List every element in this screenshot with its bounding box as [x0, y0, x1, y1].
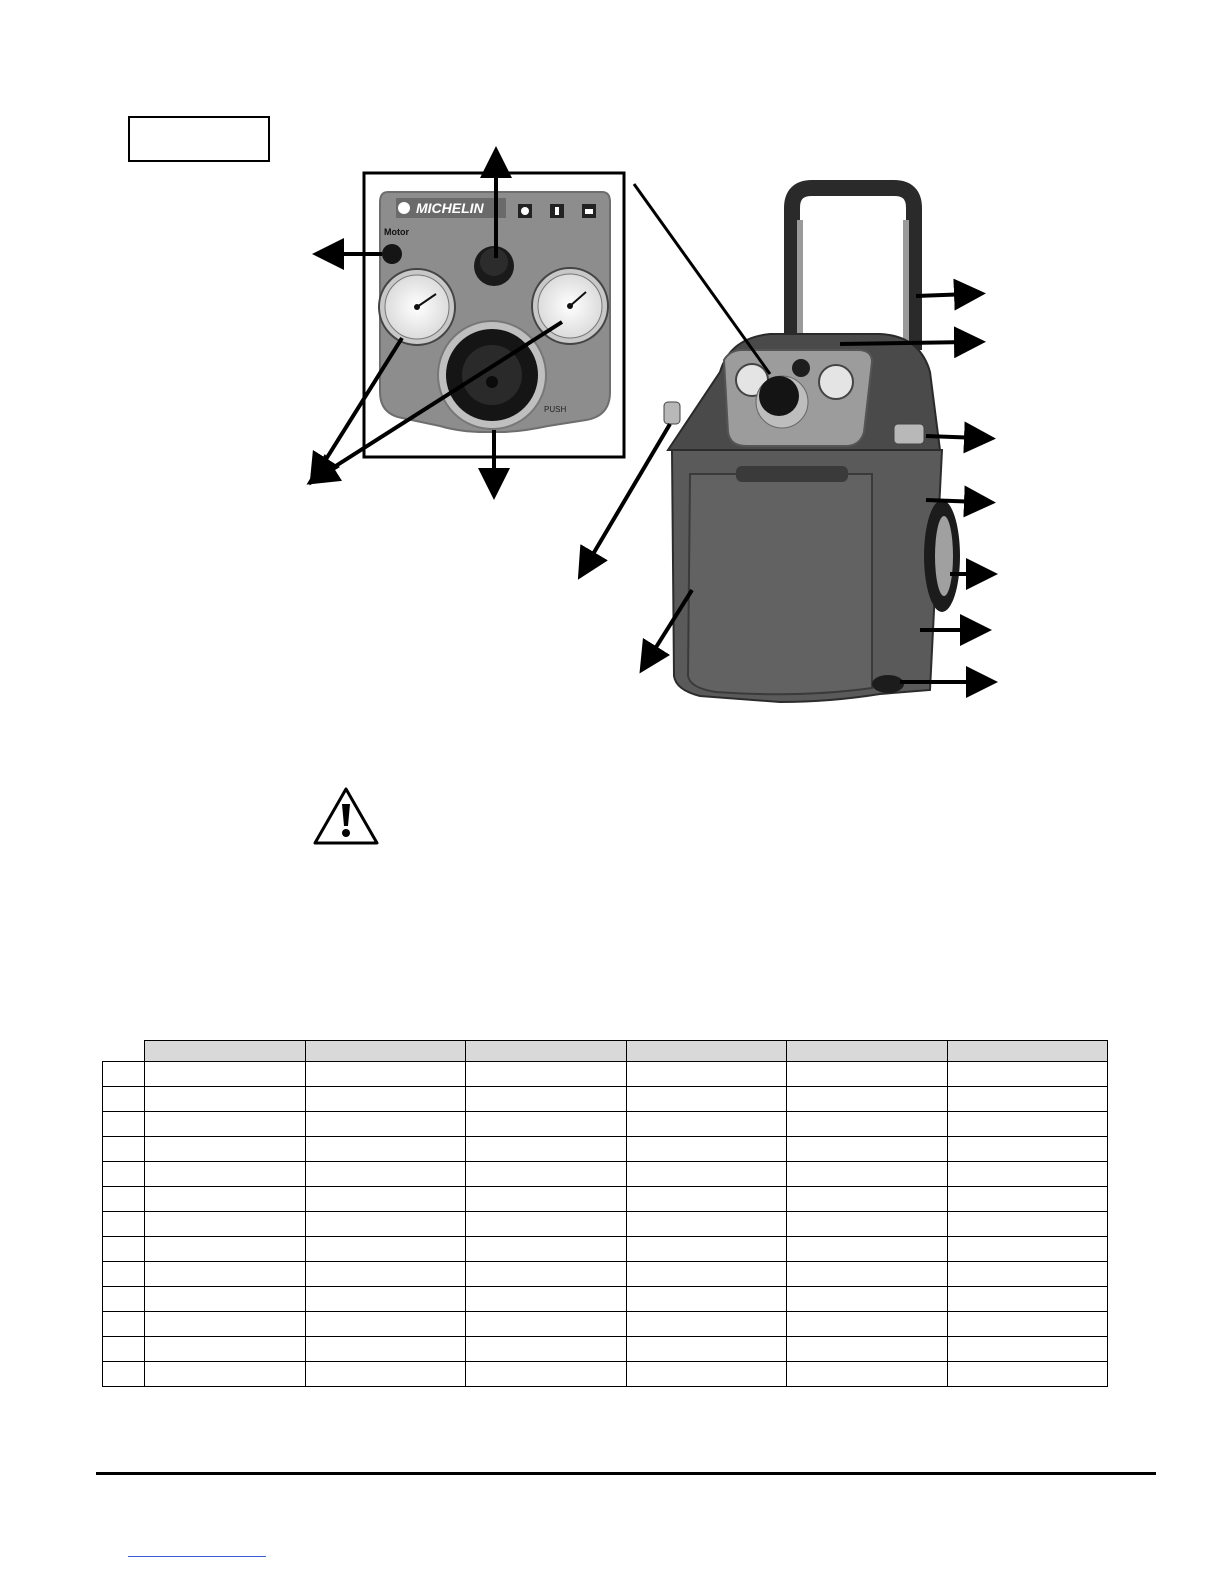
table-cell — [466, 1362, 627, 1387]
table-header-cell — [466, 1041, 627, 1062]
table-cell — [947, 1087, 1108, 1112]
table-cell — [947, 1237, 1108, 1262]
table-cell — [947, 1287, 1108, 1312]
table-cell — [145, 1062, 306, 1087]
table-cell — [466, 1262, 627, 1287]
motor-label: Motor — [384, 227, 409, 237]
table-cell — [626, 1287, 787, 1312]
table-index-cell — [103, 1187, 145, 1212]
table-index-cell — [103, 1137, 145, 1162]
table-cell — [947, 1112, 1108, 1137]
table-cell — [626, 1237, 787, 1262]
table-cell — [466, 1212, 627, 1237]
table-cell — [466, 1137, 627, 1162]
table-cell — [947, 1337, 1108, 1362]
table-row — [103, 1362, 1108, 1387]
table-cell — [305, 1137, 466, 1162]
tank-pressure-gauge — [379, 269, 455, 345]
table-cell — [145, 1087, 306, 1112]
table-cell — [466, 1287, 627, 1312]
table-header-row — [103, 1041, 1108, 1062]
table-row — [103, 1212, 1108, 1237]
table-cell — [145, 1362, 306, 1387]
table-header-cell — [145, 1041, 306, 1062]
table-corner-cell — [103, 1041, 145, 1062]
telescopic-handle — [792, 188, 914, 350]
table-index-cell — [103, 1362, 145, 1387]
compressor-unit — [664, 188, 960, 702]
table-cell — [947, 1262, 1108, 1287]
table-cell — [787, 1212, 948, 1237]
table-cell — [787, 1187, 948, 1212]
table-cell — [626, 1137, 787, 1162]
table-cell — [305, 1112, 466, 1137]
table-cell — [305, 1362, 466, 1387]
table-cell — [305, 1162, 466, 1187]
table-cell — [466, 1112, 627, 1137]
table-row — [103, 1337, 1108, 1362]
table-cell — [145, 1337, 306, 1362]
table-header-cell — [626, 1041, 787, 1062]
table-cell — [626, 1262, 787, 1287]
table-row — [103, 1237, 1108, 1262]
table-cell — [626, 1312, 787, 1337]
storage-cover — [688, 474, 872, 694]
table-cell — [305, 1212, 466, 1237]
push-label: PUSH — [544, 405, 567, 414]
tire-icon — [518, 204, 532, 218]
table-cell — [305, 1087, 466, 1112]
table-cell — [466, 1062, 627, 1087]
table-cell — [947, 1362, 1108, 1387]
footer-rule — [96, 1472, 1156, 1475]
table-cell — [626, 1212, 787, 1237]
table-cell — [787, 1337, 948, 1362]
table-cell — [626, 1187, 787, 1212]
table-cell — [305, 1287, 466, 1312]
table-cell — [305, 1062, 466, 1087]
table-cell — [626, 1062, 787, 1087]
table-cell — [787, 1062, 948, 1087]
table-cell — [466, 1187, 627, 1212]
table-cell — [626, 1162, 787, 1187]
table-cell — [626, 1087, 787, 1112]
table-cell — [305, 1312, 466, 1337]
table-cell — [947, 1162, 1108, 1187]
table-index-cell — [103, 1312, 145, 1337]
table-cell — [787, 1312, 948, 1337]
motor-button — [382, 244, 402, 264]
table-cell — [145, 1137, 306, 1162]
table-cell — [305, 1237, 466, 1262]
michelin-logo — [396, 198, 506, 218]
table-index-cell — [103, 1112, 145, 1137]
table-cell — [947, 1062, 1108, 1087]
table-index-cell — [103, 1212, 145, 1237]
table-row — [103, 1087, 1108, 1112]
table-cell — [787, 1287, 948, 1312]
table-header-cell — [947, 1041, 1108, 1062]
table-row — [103, 1162, 1108, 1187]
table-cell — [466, 1087, 627, 1112]
table-cell — [466, 1162, 627, 1187]
table-row — [103, 1312, 1108, 1337]
table-cell — [626, 1362, 787, 1387]
table-cell — [145, 1112, 306, 1137]
compressor-diagram — [0, 0, 1224, 760]
table-cell — [787, 1262, 948, 1287]
table-index-cell — [103, 1337, 145, 1362]
table-cell — [947, 1212, 1108, 1237]
table-index-cell — [103, 1237, 145, 1262]
table-index-cell — [103, 1287, 145, 1312]
table-row — [103, 1112, 1108, 1137]
table-index-cell — [103, 1062, 145, 1087]
table-cell — [787, 1087, 948, 1112]
table-row — [103, 1287, 1108, 1312]
side-valve — [664, 402, 680, 424]
table-cell — [787, 1362, 948, 1387]
table-cell — [626, 1337, 787, 1362]
table-index-cell — [103, 1087, 145, 1112]
quick-coupler — [894, 424, 924, 444]
air-tool-icon — [550, 204, 564, 218]
table-cell — [947, 1187, 1108, 1212]
table-cell — [947, 1312, 1108, 1337]
spec-table — [102, 1040, 1108, 1387]
table-cell — [145, 1262, 306, 1287]
table-cell — [626, 1112, 787, 1137]
table-cell — [787, 1162, 948, 1187]
table-cell — [305, 1187, 466, 1212]
table-cell — [305, 1337, 466, 1362]
foot — [872, 675, 904, 693]
table-row — [103, 1187, 1108, 1212]
table-cell — [145, 1237, 306, 1262]
footer-link-underline[interactable] — [128, 1556, 266, 1557]
table-cell — [466, 1337, 627, 1362]
tank-icon — [582, 204, 596, 218]
table-index-cell — [103, 1162, 145, 1187]
table-cell — [145, 1162, 306, 1187]
table-row — [103, 1137, 1108, 1162]
table-cell — [145, 1187, 306, 1212]
table-cell — [787, 1137, 948, 1162]
pressure-regulator-knob — [438, 321, 546, 429]
table-cell — [947, 1137, 1108, 1162]
table-header-cell — [305, 1041, 466, 1062]
table-row — [103, 1262, 1108, 1287]
table-header-cell — [787, 1041, 948, 1062]
table-cell — [787, 1237, 948, 1262]
table-cell — [305, 1262, 466, 1287]
table-cell — [145, 1287, 306, 1312]
table-cell — [466, 1237, 627, 1262]
table-cell — [466, 1312, 627, 1337]
table-cell — [145, 1212, 306, 1237]
svg-text:MICHELIN: MICHELIN — [416, 200, 484, 216]
zoom-leader-line — [634, 184, 770, 374]
warning-triangle-icon — [312, 786, 380, 846]
table-row — [103, 1062, 1108, 1087]
table-index-cell — [103, 1262, 145, 1287]
table-cell — [787, 1112, 948, 1137]
table-cell — [145, 1312, 306, 1337]
